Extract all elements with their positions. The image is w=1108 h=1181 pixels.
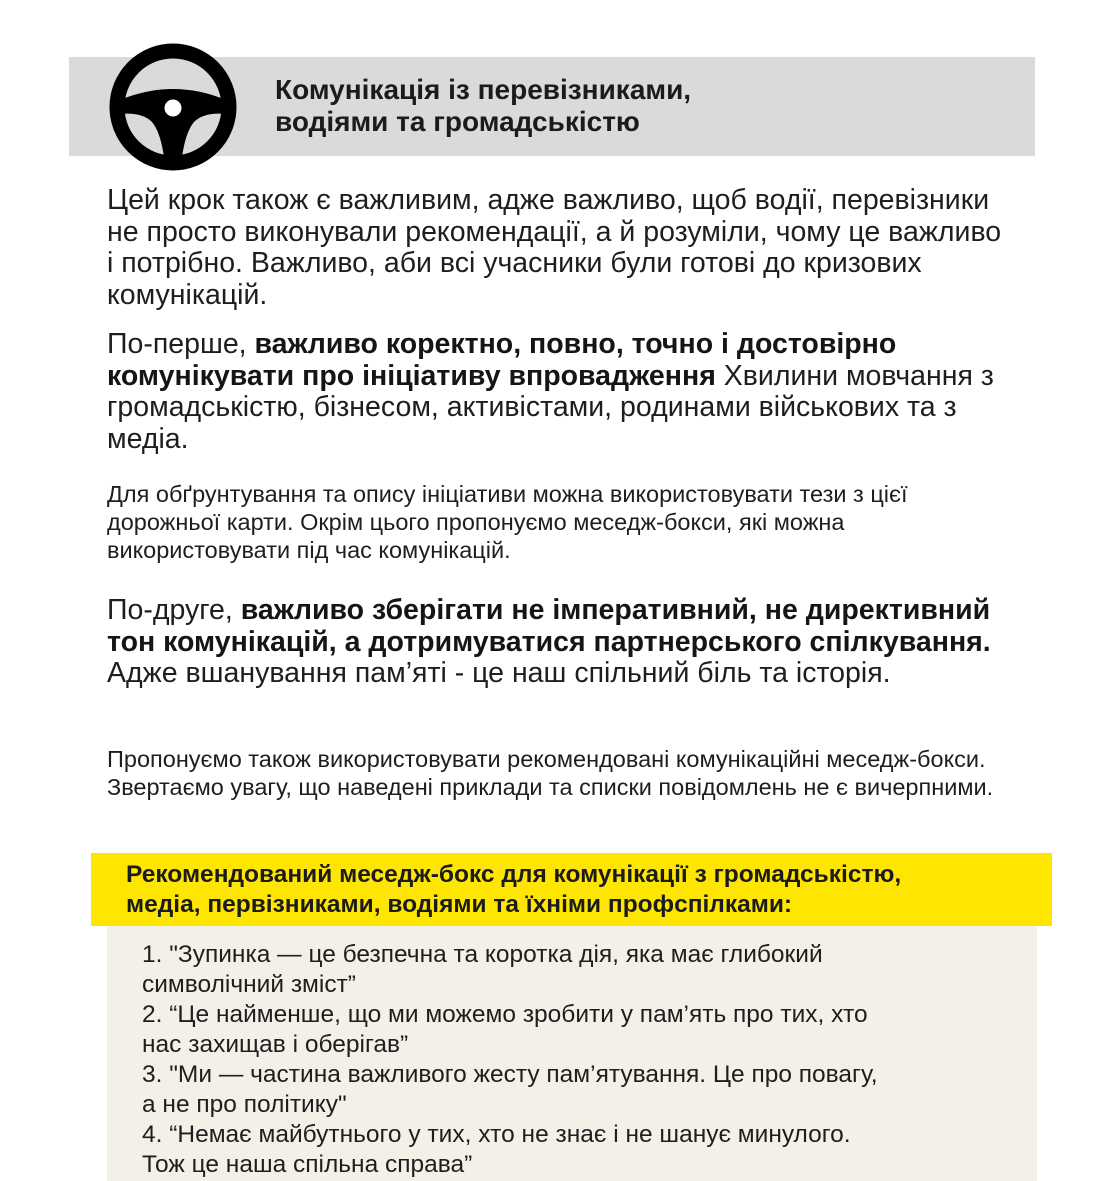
second-point-lead: По-друге,	[107, 594, 241, 626]
paragraph-justification	[107, 480, 1007, 564]
paragraph-intro	[107, 185, 1007, 311]
message-box-title-line-1: Рекомендований меседж-бокс для комунікації з громадськістю,	[126, 861, 902, 888]
first-point-lead: По-перше,	[107, 328, 255, 360]
steering-wheel-icon	[108, 42, 238, 172]
paragraph-intro-text: Цей крок також є важливим, адже важливо, щоб водії, перевізники не просто виконували рекомендації, а й розуміли, чому це важливо і потрібно. Важливо, аби всі учасники були готові до кризових комунікацій.	[107, 184, 1002, 311]
message-item-1-line-1: 1. "Зупинка — це безпечна та коротка дія, яка має глибокий	[142, 941, 823, 968]
section-title-line-2: водіями та громадськістю	[275, 106, 640, 137]
message-item-4	[142, 1120, 1022, 1180]
first-point-emphasis: важливо коректно, повно, точно і достовірно комунікувати про ініціативу впровадження	[107, 328, 897, 392]
section-title-line-1: Комунікація із перевізниками,	[275, 74, 692, 105]
paragraph-message-boxes-text: Пропонуємо також використовувати рекомендовані комунікаційні меседж-бокси. Звертаємо увагу, що наведені приклади та списки повідомлень не є вичерпними.	[107, 746, 994, 800]
paragraph-first-point	[107, 329, 1007, 455]
first-point-rest: Хвилини мовчання з громадськістю, бізнесом, активістами, родинами військових та з медіа.	[107, 359, 994, 455]
message-box-title	[126, 860, 1046, 920]
message-item-2	[142, 1000, 1022, 1060]
second-point-emphasis: важливо зберігати не імперативний, не директивний тон комунікацій, а дотримуватися партнерського спілкування.	[107, 594, 991, 658]
message-item-3-line-1: 3. "Ми — частина важливого жесту пам’ятування. Це про повагу,	[142, 1061, 878, 1088]
message-item-1	[142, 940, 1022, 1000]
paragraph-second-point	[107, 595, 1007, 690]
section-title	[275, 74, 975, 138]
message-item-3	[142, 1060, 1022, 1120]
message-item-2-line-2: нас захищав і оберігав”	[142, 1031, 409, 1058]
message-item-1-line-2: символічний зміст”	[142, 971, 356, 998]
paragraph-justification-text: Для обґрунтування та опису ініціативи можна використовувати тези з цієї дорожньої карти. Окрім цього пропонуємо меседж-бокси, які можна використовувати під час комунікацій.	[107, 481, 908, 563]
message-item-3-line-2: а не про політику"	[142, 1091, 347, 1118]
message-list	[142, 940, 1022, 1180]
message-item-4-line-2: Тож це наша спільна справа”	[142, 1151, 473, 1178]
message-box-title-line-2: медіа, первізниками, водіями та їхніми профспілками:	[126, 891, 793, 918]
paragraph-message-boxes	[107, 745, 1007, 801]
message-item-2-line-1: 2. “Це найменше, що ми можемо зробити у пам’ять про тих, хто	[142, 1001, 868, 1028]
message-item-4-line-1: 4. “Немає майбутнього у тих, хто не знає і не шанує минулого.	[142, 1121, 851, 1148]
second-point-rest: Адже вшанування пам’яті - це наш спільний біль та історія.	[107, 657, 891, 689]
